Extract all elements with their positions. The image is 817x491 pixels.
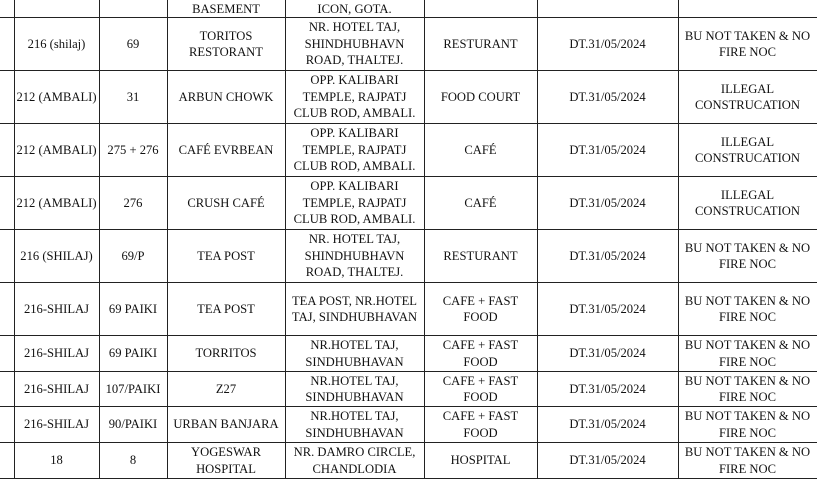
cell-name: CAFÉ EVRBEAN [167, 124, 285, 177]
table-row [0, 0, 817, 18]
cell-tp: 216-SHILAJ [14, 372, 99, 407]
cell-date: DT.31/05/2024 [537, 18, 678, 71]
cell-address: NR. DAMRO CIRCLE, CHANDLODIA [285, 443, 424, 479]
table-row [0, 177, 817, 230]
cell-address: TEA POST, NR.HOTEL TAJ, SINDHUBHAVAN [285, 283, 424, 336]
cell-tp: 212 (AMBALI) [14, 71, 99, 124]
cell-name: TORRITOS [167, 336, 285, 372]
cell-name: YOGESWAR HOSPITAL [167, 443, 285, 479]
cell-date: DT.31/05/2024 [537, 407, 678, 443]
cell-date: DT.31/05/2024 [537, 372, 678, 407]
cell-address: OPP. KALIBARI TEMPLE, RAJPATJ CLUB ROD, AMBALI. [285, 124, 424, 177]
cell-type: CAFÉ [424, 177, 537, 230]
cell-remarks: BU NOT TAKEN & NO FIRE NOC [678, 407, 817, 443]
cell-fp: 276 [99, 177, 167, 230]
cell-date: DT.31/05/2024 [537, 336, 678, 372]
cell-name: CRUSH CAFÉ [167, 177, 285, 230]
cell-name: TEA POST [167, 230, 285, 283]
cell-remarks: BU NOT TAKEN & NO FIRE NOC [678, 283, 817, 336]
cell-fp: 69 PAIKI [99, 336, 167, 372]
cell-name: ARBUN CHOWK [167, 71, 285, 124]
cell-date: DT.31/05/2024 [537, 230, 678, 283]
cell-tp: 212 (AMBALI) [14, 177, 99, 230]
cell-name: URBAN BANJARA [167, 407, 285, 443]
cell-remarks: ILLEGAL CONSTRUCATION [678, 71, 817, 124]
cell-date: DT.31/05/2024 [537, 283, 678, 336]
cell-name: TEA POST [167, 283, 285, 336]
cell-tp: 216 (shilaj) [14, 18, 99, 71]
cell-address: NR. HOTEL TAJ, SHINDHUBHAVN ROAD, THALTEJ. [285, 230, 424, 283]
table-row [0, 372, 817, 407]
table-row [0, 230, 817, 283]
cell-tp: 216-SHILAJ [14, 283, 99, 336]
cell-fp: 69 PAIKI [99, 283, 167, 336]
cell-address: NR.HOTEL TAJ, SINDHUBHAVAN [285, 336, 424, 372]
cell-date: DT.31/05/2024 [537, 71, 678, 124]
cell-tp: 216-SHILAJ [14, 336, 99, 372]
cell-address: NR.HOTEL TAJ, SINDHUBHAVAN [285, 372, 424, 407]
cell-name: TORITOS RESTORANT [167, 18, 285, 71]
cell-fp: 69/P [99, 230, 167, 283]
table-row [0, 443, 817, 479]
table-row [0, 71, 817, 124]
cell-fp: 275 + 276 [99, 124, 167, 177]
cell-address: NR. HOTEL TAJ, SHINDHUBHAVN ROAD, THALTEJ. [285, 18, 424, 71]
cell-date: DT.31/05/2024 [537, 443, 678, 479]
cell-remarks: BU NOT TAKEN & NO FIRE NOC [678, 230, 817, 283]
cell-name: Z27 [167, 372, 285, 407]
table-row [0, 124, 817, 177]
cell-type: CAFE + FAST FOOD [424, 407, 537, 443]
cell-type: RESTURANT [424, 230, 537, 283]
table-row [0, 283, 817, 336]
cell-remarks: BU NOT TAKEN & NO FIRE NOC [678, 18, 817, 71]
cell-type: CAFÉ [424, 124, 537, 177]
cell-remarks: BU NOT TAKEN & NO FIRE NOC [678, 443, 817, 479]
cell-date: DT.31/05/2024 [537, 177, 678, 230]
cell-fp: 8 [99, 443, 167, 479]
cell-type: CAFE + FAST FOOD [424, 336, 537, 372]
cell-remarks: ILLEGAL CONSTRUCATION [678, 177, 817, 230]
cell-address: OPP. KALIBARI TEMPLE, RAJPATJ CLUB ROD, AMBALI. [285, 177, 424, 230]
cell-address: NR.HOTEL TAJ, SINDHUBHAVAN [285, 407, 424, 443]
table-row [0, 18, 817, 71]
cell-date: DT.31/05/2024 [537, 124, 678, 177]
cell-address: OPP. KALIBARI TEMPLE, RAJPATJ CLUB ROD, AMBALI. [285, 71, 424, 124]
cell-tp: 216 (SHILAJ) [14, 230, 99, 283]
cell-type: CAFE + FAST FOOD [424, 372, 537, 407]
cell-address: ICON, GOTA. [285, 0, 424, 18]
cell-fp: 69 [99, 18, 167, 71]
cell-type: CAFE + FAST FOOD [424, 283, 537, 336]
cell-name: BASEMENT [167, 0, 285, 18]
cell-fp: 90/PAIKI [99, 407, 167, 443]
cell-remarks: ILLEGAL CONSTRUCATION [678, 124, 817, 177]
cell-type: FOOD COURT [424, 71, 537, 124]
cell-tp: 18 [14, 443, 99, 479]
cell-tp: 212 (AMBALI) [14, 124, 99, 177]
cell-remarks: BU NOT TAKEN & NO FIRE NOC [678, 336, 817, 372]
cell-fp: 107/PAIKI [99, 372, 167, 407]
cell-remarks: BU NOT TAKEN & NO FIRE NOC [678, 372, 817, 407]
cell-fp: 31 [99, 71, 167, 124]
table-row [0, 407, 817, 443]
cell-tp: 216-SHILAJ [14, 407, 99, 443]
table-row [0, 336, 817, 372]
cell-type: HOSPITAL [424, 443, 537, 479]
cell-type: RESTURANT [424, 18, 537, 71]
